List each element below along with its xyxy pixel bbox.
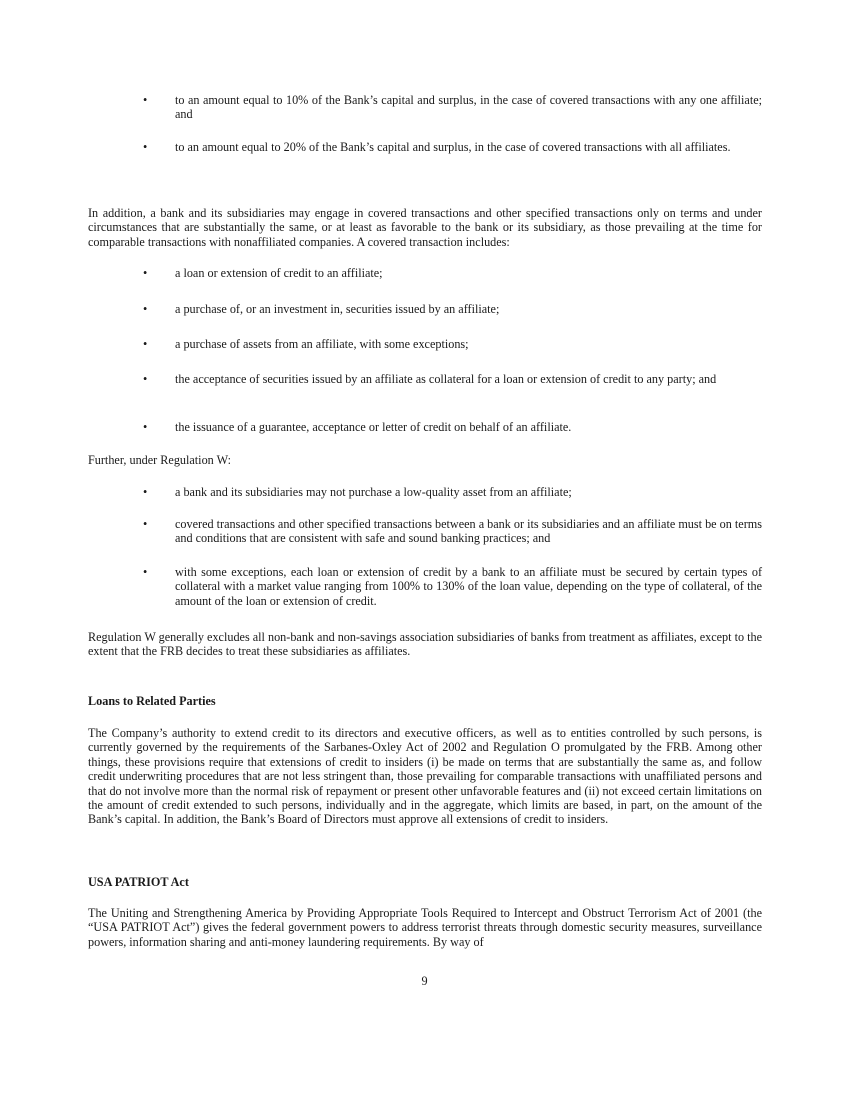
paragraph-loans: The Company’s authority to extend credit to its directors and executive officers, as well as to entities controlled by such persons, is currently governed by the requirements of the Sarbanes-Oxley Act of 2002 and Regulation O promulgated by the FRB. Among other things, these provisions require that extensions of credit to insiders (i) be made on terms that are substantially the same as, and follow credit underwriting procedures that are not less stringent than, those prevailing for comparable transactions with unaffiliated persons and that do not involve more than the normal risk of repayment or present other unfavorable features and (ii) not exceed certain limitations on the amount of credit extended to such persons, individually and in the aggregate, which limits are based, in part, on the amount of the Bank’s capital. In addition, the Bank’s Board of Directors must approve all extensions of credit to insiders.	[88, 726, 762, 827]
bullet-marker: •	[143, 337, 148, 351]
list-item-text: covered transactions and other specified transactions between a bank or its subsidiaries and an affiliate must be on terms and conditions that are consistent with safe and sound banking practices; and	[175, 517, 762, 546]
list-item-text: the issuance of a guarantee, acceptance or letter of credit on behalf of an affiliate.	[175, 420, 572, 434]
paragraph-further: Further, under Regulation W:	[88, 453, 232, 467]
paragraph-patriot: The Uniting and Strengthening America by Providing Appropriate Tools Required to Intercept and Obstruct Terrorism Act of 2001 (the “USA PATRIOT Act”) gives the federal government powers to address terrorist threats through domestic security measures, surveillance powers, information sharing and anti-money laundering requirements. By way of	[88, 906, 762, 949]
list-item-text: a purchase of assets from an affiliate, with some exceptions;	[175, 337, 469, 351]
bullet-marker: •	[143, 140, 148, 154]
page-number: 9	[421, 974, 428, 988]
list-item-text: to an amount equal to 10% of the Bank’s capital and surplus, in the case of covered transactions with any one affiliate; and	[175, 93, 762, 122]
section-heading-patriot: USA PATRIOT Act	[88, 875, 189, 889]
bullet-marker: •	[143, 420, 148, 434]
paragraph-regulation-w: Regulation W generally excludes all non-bank and non-savings association subsidiaries of banks from treatment as affiliates, except to the extent that the FRB decides to treat these subsidiaries as affiliates.	[88, 630, 762, 659]
bullet-marker: •	[143, 372, 148, 386]
section-heading-loans: Loans to Related Parties	[88, 694, 216, 708]
bullet-marker: •	[143, 93, 148, 107]
list-item-text: a purchase of, or an investment in, securities issued by an affiliate;	[175, 302, 500, 316]
list-item-text: with some exceptions, each loan or extension of credit by a bank to an affiliate must be secured by certain types of collateral with a market value ranging from 100% to 130% of the loan value, depending on the type of collateral, of the amount of the loan or extension of credit.	[175, 565, 762, 608]
bullet-marker: •	[143, 266, 148, 280]
bullet-marker: •	[143, 302, 148, 316]
bullet-marker: •	[143, 517, 148, 531]
paragraph-in-addition: In addition, a bank and its subsidiaries may engage in covered transactions and other specified transactions only on terms and under circumstances that are substantially the same, or at least as favorable to the bank or its subsidiary, as those prevailing at the time for comparable transactions with nonaffiliated companies. A covered transaction includes:	[88, 206, 762, 249]
bullet-marker: •	[143, 485, 148, 499]
list-item-text: a bank and its subsidiaries may not purchase a low-quality asset from an affiliate;	[175, 485, 572, 499]
list-item-text: a loan or extension of credit to an affiliate;	[175, 266, 383, 280]
list-item-text: the acceptance of securities issued by an affiliate as collateral for a loan or extension of credit to any party; and	[175, 372, 717, 386]
bullet-marker: •	[143, 565, 148, 579]
list-item-text: to an amount equal to 20% of the Bank’s capital and surplus, in the case of covered transactions with all affiliates.	[175, 140, 731, 154]
